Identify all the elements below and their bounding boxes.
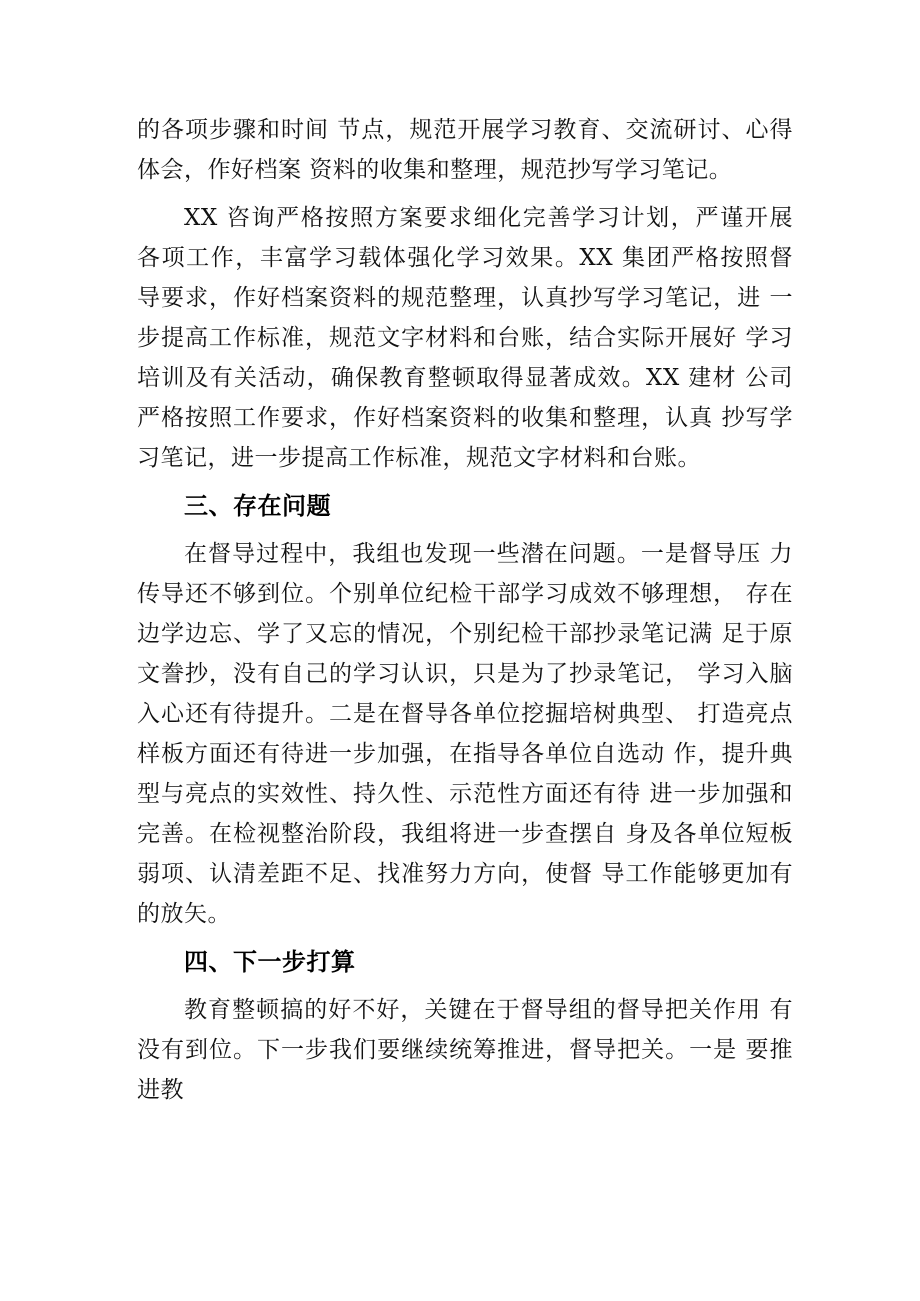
- paragraph-next-steps: 教育整顿搞的好不好，关键在于督导组的督导把关作用 有没有到位。下一步我们要继续统筹推进，督导把关。一是 要推进教: [137, 997, 793, 1103]
- paragraph-problems: 在督导过程中，我组也发现一些潜在问题。一是督导压 力传导还不够到位。个别单位纪检干部学习成效不够理想， 存在边学边忘、学了又忘的情况，个别纪检干部抄录笔记满 足于原文誊抄，没有自己的学习认识，只是为了抄录笔记， 学习入脑入心还有待提升。二是在督导各单位挖掘培树典型、 打造亮点样板方面还有待进一步加强，在指导各单位自选动 作，提升典型与亮点的实效性、持久性、示范性方面还有待 进一步加强和完善。在检视整治阶段，我组将进一步查摆自 身及各单位短板弱项、认清差距不足、找准努力方向，使督 导工作能够更加有的放矢。: [137, 541, 793, 927]
- document-body: [137, 110, 793, 1118]
- paragraph-company-progress: XX 咨询严格按照方案要求细化完善学习计划，严谨开展 各项工作，丰富学习载体强化学习效果。XX 集团严格按照督 导要求，作好档案资料的规范整理，认真抄写学习笔记，进 一步提高工作标准，规范文字材料和台账，结合实际开展好 学习培训及有关活动，确保教育整顿取得显著成效。XX 建材 公司严格按照工作要求，作好档案资料的收集和整理，认真 抄写学习笔记，进一步提高工作标准，规范文字材料和台账。: [137, 205, 793, 471]
- section-heading-next-steps: 四、下一步打算: [184, 948, 356, 976]
- section-heading-problems: 三、存在问题: [184, 492, 331, 520]
- paragraph-continued: 的各项步骤和时间 节点，规范开展学习教育、交流研讨、心得体会，作好档案 资料的收集和整理，规范抄写学习笔记。: [137, 117, 793, 183]
